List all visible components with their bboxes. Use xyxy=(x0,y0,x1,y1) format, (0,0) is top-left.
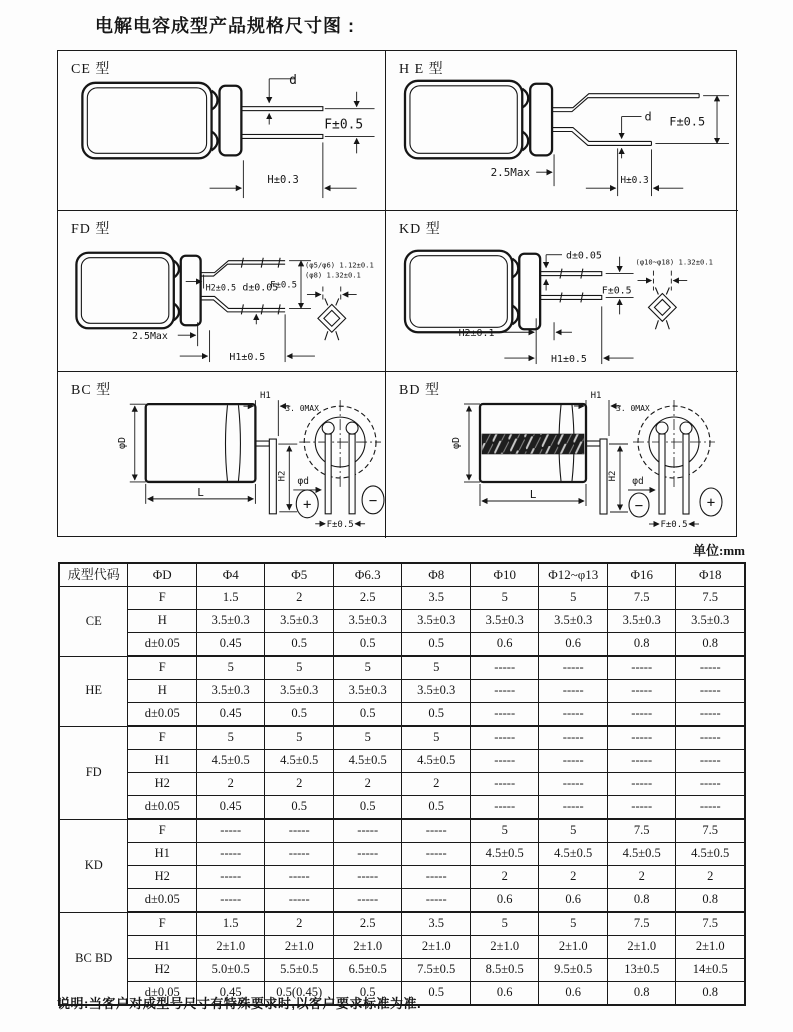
group-code: HE xyxy=(59,656,128,726)
value-cell: 3.5±0.3 xyxy=(539,610,608,633)
value-cell: 4.5±0.5 xyxy=(470,843,539,866)
value-cell: 2±1.0 xyxy=(265,936,334,959)
value-cell: 0.5 xyxy=(333,982,402,1006)
column-header: Φ12~φ13 xyxy=(539,563,608,587)
value-cell: 0.6 xyxy=(539,982,608,1006)
diagram-fd-label: FD 型 xyxy=(71,222,111,237)
param-label: H xyxy=(128,680,197,703)
value-cell: 7.5±0.5 xyxy=(402,959,471,982)
value-cell: 2±1.0 xyxy=(333,936,402,959)
value-cell: ----- xyxy=(607,726,676,750)
value-cell: 7.5 xyxy=(676,819,745,843)
dim-f: F±0.5 xyxy=(324,117,364,133)
value-cell: 2±1.0 xyxy=(676,936,745,959)
value-cell: 0.5 xyxy=(402,796,471,820)
lead-bottom xyxy=(241,134,322,138)
value-cell: 3.5±0.3 xyxy=(402,610,471,633)
plus-sign: + xyxy=(706,495,716,511)
value-cell: 1.5 xyxy=(196,587,265,610)
value-cell: ----- xyxy=(607,750,676,773)
table-row xyxy=(59,750,745,773)
value-cell: 3.5±0.3 xyxy=(196,610,265,633)
value-cell: 2 xyxy=(539,866,608,889)
value-cell: 2 xyxy=(676,866,745,889)
lead-front-left xyxy=(659,434,665,514)
value-cell: 0.8 xyxy=(676,889,745,913)
value-cell: 1.5 xyxy=(196,912,265,936)
lead-cross-section xyxy=(648,293,676,321)
value-cell: 7.5 xyxy=(676,912,745,936)
plus-sign: + xyxy=(303,496,312,513)
value-cell: 2±1.0 xyxy=(402,936,471,959)
unit-label: 单位:mm xyxy=(693,543,745,558)
dim-d: d xyxy=(644,109,652,124)
column-header: ΦD xyxy=(128,563,197,587)
table-row xyxy=(59,866,745,889)
value-cell: 5 xyxy=(470,587,539,610)
group-code: BC BD xyxy=(59,912,128,1005)
param-label: H xyxy=(128,610,197,633)
value-cell: 2 xyxy=(265,773,334,796)
value-cell: 0.8 xyxy=(607,889,676,913)
value-cell: 0.45 xyxy=(196,796,265,820)
column-header: Φ18 xyxy=(676,563,745,587)
table-row xyxy=(59,587,745,610)
value-cell: ----- xyxy=(196,889,265,913)
lead-front-left xyxy=(325,434,331,514)
lead-cross-section xyxy=(318,304,346,332)
value-cell: ----- xyxy=(470,726,539,750)
diagram-he xyxy=(386,51,738,211)
value-cell: 6.5±0.5 xyxy=(333,959,402,982)
value-cell: 5 xyxy=(470,912,539,936)
value-cell: ----- xyxy=(539,796,608,820)
diagram-bd xyxy=(386,372,738,538)
value-cell: ----- xyxy=(539,750,608,773)
dim-dia: φD xyxy=(451,436,462,450)
page-title: 电解电容成型产品规格尺寸图 : xyxy=(95,16,355,36)
value-cell: 0.8 xyxy=(676,633,745,657)
value-cell: 0.5 xyxy=(333,703,402,727)
value-cell: ----- xyxy=(470,656,539,680)
value-cell: 3.5 xyxy=(402,587,471,610)
value-cell: 4.5±0.5 xyxy=(676,843,745,866)
value-cell: 2.5 xyxy=(333,587,402,610)
param-label: H2 xyxy=(128,773,197,796)
lead-side xyxy=(600,439,607,514)
value-cell: 0.45 xyxy=(196,982,265,1006)
value-cell: ----- xyxy=(470,703,539,727)
value-cell: 4.5±0.5 xyxy=(607,843,676,866)
lead-side xyxy=(269,439,276,514)
value-cell: ----- xyxy=(539,680,608,703)
value-cell: 13±0.5 xyxy=(607,959,676,982)
lead-top xyxy=(540,272,602,276)
value-cell: 9.5±0.5 xyxy=(539,959,608,982)
value-cell: 2 xyxy=(265,587,334,610)
lead-note-2: (φ8) 1.32±0.1 xyxy=(304,270,361,280)
table-row xyxy=(59,889,745,913)
value-cell: ----- xyxy=(676,750,745,773)
dim-f: F±0.5 xyxy=(601,285,632,297)
value-cell: 7.5 xyxy=(607,587,676,610)
value-cell: ----- xyxy=(196,819,265,843)
param-label: H1 xyxy=(128,936,197,959)
param-label: F xyxy=(128,656,197,680)
value-cell: 0.8 xyxy=(607,633,676,657)
value-cell: 0.5 xyxy=(402,633,471,657)
diagram-ce xyxy=(58,51,386,211)
value-cell: 2 xyxy=(470,866,539,889)
lead-top xyxy=(241,107,322,111)
value-cell: 5 xyxy=(539,587,608,610)
dim-h: H±0.3 xyxy=(620,175,649,187)
value-cell: 0.6 xyxy=(470,889,539,913)
value-cell: 0.8 xyxy=(607,982,676,1006)
value-cell: 3.5±0.3 xyxy=(265,680,334,703)
value-cell: 4.5±0.5 xyxy=(402,750,471,773)
column-header: Φ4 xyxy=(196,563,265,587)
sleeve-band xyxy=(482,434,584,454)
value-cell: 2 xyxy=(196,773,265,796)
value-cell: 0.5 xyxy=(402,982,471,1006)
value-cell: 0.45 xyxy=(196,633,265,657)
column-header: Φ10 xyxy=(470,563,539,587)
table-row xyxy=(59,959,745,982)
param-label: H1 xyxy=(128,843,197,866)
column-header: Φ6.3 xyxy=(333,563,402,587)
table-row xyxy=(59,936,745,959)
dim-d: d±0.05 xyxy=(565,250,602,262)
value-cell: 3.5±0.3 xyxy=(470,610,539,633)
dim-l: L xyxy=(197,485,204,499)
dim-f: F±0.5 xyxy=(660,520,688,530)
value-cell: 2±1.0 xyxy=(196,936,265,959)
value-cell: ----- xyxy=(676,680,745,703)
param-label: d±0.05 xyxy=(128,982,197,1006)
dim-h1: H1±0.5 xyxy=(551,354,587,366)
param-label: F xyxy=(128,819,197,843)
param-label: d±0.05 xyxy=(128,703,197,727)
value-cell: ----- xyxy=(333,843,402,866)
value-cell: ----- xyxy=(607,656,676,680)
value-cell: 4.5±0.5 xyxy=(539,843,608,866)
value-cell: ----- xyxy=(265,819,334,843)
value-cell: 5 xyxy=(333,656,402,680)
diagram-grid xyxy=(57,50,737,537)
dim-f: F±0.5 xyxy=(669,114,706,129)
column-header: Φ16 xyxy=(607,563,676,587)
value-cell: 0.6 xyxy=(539,889,608,913)
value-cell: 0.5 xyxy=(333,796,402,820)
diagram-bc-label: BC 型 xyxy=(71,383,112,398)
dim-max: 3. 0MAX xyxy=(616,404,650,413)
value-cell: 2 xyxy=(607,866,676,889)
dim-h2: H2 xyxy=(277,470,288,482)
value-cell: ----- xyxy=(402,889,471,913)
value-cell: 5 xyxy=(402,726,471,750)
value-cell: 2±1.0 xyxy=(470,936,539,959)
param-label: F xyxy=(128,587,197,610)
value-cell: 3.5±0.3 xyxy=(402,680,471,703)
value-cell: ----- xyxy=(402,866,471,889)
lead-front-right xyxy=(349,434,355,514)
param-label: H1 xyxy=(128,750,197,773)
param-label: d±0.05 xyxy=(128,633,197,657)
value-cell: ----- xyxy=(676,656,745,680)
value-cell: ----- xyxy=(196,866,265,889)
value-cell: 5 xyxy=(402,656,471,680)
value-cell: 2 xyxy=(402,773,471,796)
value-cell: 2 xyxy=(265,912,334,936)
diagram-bc xyxy=(58,372,386,538)
value-cell: 0.5(0.45) xyxy=(265,982,334,1006)
value-cell: 5 xyxy=(333,726,402,750)
value-cell: 0.5 xyxy=(333,633,402,657)
value-cell: ----- xyxy=(196,843,265,866)
value-cell: 3.5±0.3 xyxy=(607,610,676,633)
lead-note: (φ10~φ18) 1.32±0.1 xyxy=(635,257,713,267)
value-cell: 0.5 xyxy=(402,703,471,727)
dim-max: 2.5Max xyxy=(490,166,531,180)
minus-sign: − xyxy=(634,498,644,514)
value-cell: 4.5±0.5 xyxy=(196,750,265,773)
dim-h2: H2±0.1 xyxy=(458,328,495,340)
table-row xyxy=(59,726,745,750)
value-cell: ----- xyxy=(333,819,402,843)
value-cell: ----- xyxy=(607,703,676,727)
param-label: d±0.05 xyxy=(128,889,197,913)
table-row xyxy=(59,610,745,633)
value-cell: 5 xyxy=(196,726,265,750)
value-cell: 3.5±0.3 xyxy=(196,680,265,703)
value-cell: 0.8 xyxy=(676,982,745,1006)
diagram-he-label: H E 型 xyxy=(399,62,444,77)
dim-l: L xyxy=(529,488,537,501)
column-header: 成型代码 xyxy=(59,563,128,587)
minus-sign: − xyxy=(368,492,378,509)
dim-f: F±0.5 xyxy=(326,519,354,530)
value-cell: ----- xyxy=(676,703,745,727)
value-cell: 3.5 xyxy=(402,912,471,936)
value-cell: 0.6 xyxy=(470,982,539,1006)
value-cell: 8.5±0.5 xyxy=(470,959,539,982)
column-header: Φ8 xyxy=(402,563,471,587)
diagram-fd xyxy=(58,211,386,372)
value-cell: ----- xyxy=(676,773,745,796)
dim-d: d±0.05 xyxy=(242,282,279,294)
value-cell: 5 xyxy=(539,819,608,843)
value-cell: 2±1.0 xyxy=(539,936,608,959)
dim-max: 3. 0MAX xyxy=(285,404,319,414)
value-cell: 5 xyxy=(470,819,539,843)
dim-dlead: φd xyxy=(632,476,644,487)
dim-dlead: φd xyxy=(297,475,309,487)
value-cell: 4.5±0.5 xyxy=(333,750,402,773)
param-label: H2 xyxy=(128,959,197,982)
table-row xyxy=(59,680,745,703)
value-cell: 5.5±0.5 xyxy=(265,959,334,982)
lead-bottom xyxy=(540,295,602,299)
value-cell: 3.5±0.3 xyxy=(333,680,402,703)
table-row xyxy=(59,703,745,727)
value-cell: ----- xyxy=(402,819,471,843)
diagram-kd xyxy=(386,211,738,372)
value-cell: 2±1.0 xyxy=(607,936,676,959)
dim-d: d xyxy=(289,72,297,88)
table-row xyxy=(59,656,745,680)
param-label: F xyxy=(128,912,197,936)
value-cell: 14±0.5 xyxy=(676,959,745,982)
value-cell: 3.5±0.3 xyxy=(676,610,745,633)
value-cell: 5.0±0.5 xyxy=(196,959,265,982)
group-code: KD xyxy=(59,819,128,912)
value-cell: ----- xyxy=(676,796,745,820)
value-cell: ----- xyxy=(607,796,676,820)
value-cell: ----- xyxy=(265,843,334,866)
value-cell: 5 xyxy=(265,656,334,680)
value-cell: ----- xyxy=(607,680,676,703)
footnote: 说明:当客户对成型号尺寸有特殊要求时,以客户要求标准为准. xyxy=(57,996,422,1011)
value-cell: 0.6 xyxy=(539,633,608,657)
value-cell: ----- xyxy=(470,796,539,820)
dim-max: 2.5Max xyxy=(132,331,168,343)
spec-table-header-row xyxy=(59,563,745,587)
value-cell: ----- xyxy=(539,726,608,750)
value-cell: 7.5 xyxy=(607,819,676,843)
column-header: Φ5 xyxy=(265,563,334,587)
value-cell: 5 xyxy=(265,726,334,750)
value-cell: 4.5±0.5 xyxy=(265,750,334,773)
value-cell: 3.5±0.3 xyxy=(265,610,334,633)
param-label: H2 xyxy=(128,866,197,889)
value-cell: ----- xyxy=(333,889,402,913)
table-row xyxy=(59,843,745,866)
value-cell: 0.5 xyxy=(265,633,334,657)
value-cell: 0.45 xyxy=(196,703,265,727)
param-label: F xyxy=(128,726,197,750)
spec-table xyxy=(58,562,746,1006)
table-row xyxy=(59,912,745,936)
value-cell: ----- xyxy=(676,726,745,750)
table-row xyxy=(59,633,745,657)
value-cell: ----- xyxy=(539,773,608,796)
value-cell: ----- xyxy=(402,843,471,866)
value-cell: ----- xyxy=(539,656,608,680)
dim-f: F±0.5 xyxy=(270,280,298,291)
lead-front-right xyxy=(683,434,689,514)
value-cell: ----- xyxy=(265,866,334,889)
group-code: CE xyxy=(59,587,128,657)
value-cell: 0.6 xyxy=(470,633,539,657)
value-cell: ----- xyxy=(470,773,539,796)
value-cell: ----- xyxy=(333,866,402,889)
value-cell: 2 xyxy=(333,773,402,796)
value-cell: ----- xyxy=(607,773,676,796)
value-cell: 3.5±0.3 xyxy=(333,610,402,633)
lead-note-1: (φ5/φ6) 1.12±0.1 xyxy=(304,260,374,270)
dim-h1: H1 xyxy=(590,391,602,401)
diagram-kd-label: KD 型 xyxy=(399,222,441,237)
value-cell: 2.5 xyxy=(333,912,402,936)
table-row xyxy=(59,773,745,796)
value-cell: ----- xyxy=(265,889,334,913)
group-code: FD xyxy=(59,726,128,819)
value-cell: ----- xyxy=(470,750,539,773)
table-row xyxy=(59,819,745,843)
value-cell: 0.5 xyxy=(265,796,334,820)
dim-h1: H1 xyxy=(259,391,271,402)
diagram-ce-label: CE 型 xyxy=(71,62,111,77)
table-row xyxy=(59,796,745,820)
dim-h: H±0.3 xyxy=(267,174,299,187)
dim-h1: H1±0.5 xyxy=(229,352,266,364)
param-label: d±0.05 xyxy=(128,796,197,820)
value-cell: ----- xyxy=(539,703,608,727)
value-cell: ----- xyxy=(470,680,539,703)
spec-table-body xyxy=(59,587,745,1006)
dim-h2: H2 xyxy=(608,470,618,482)
value-cell: 7.5 xyxy=(607,912,676,936)
dim-dia: φD xyxy=(116,437,128,450)
value-cell: 0.5 xyxy=(265,703,334,727)
dim-h2: H2±0.5 xyxy=(205,282,237,293)
value-cell: 5 xyxy=(539,912,608,936)
diagram-bd-label: BD 型 xyxy=(399,383,440,398)
value-cell: 5 xyxy=(196,656,265,680)
value-cell: 7.5 xyxy=(676,587,745,610)
